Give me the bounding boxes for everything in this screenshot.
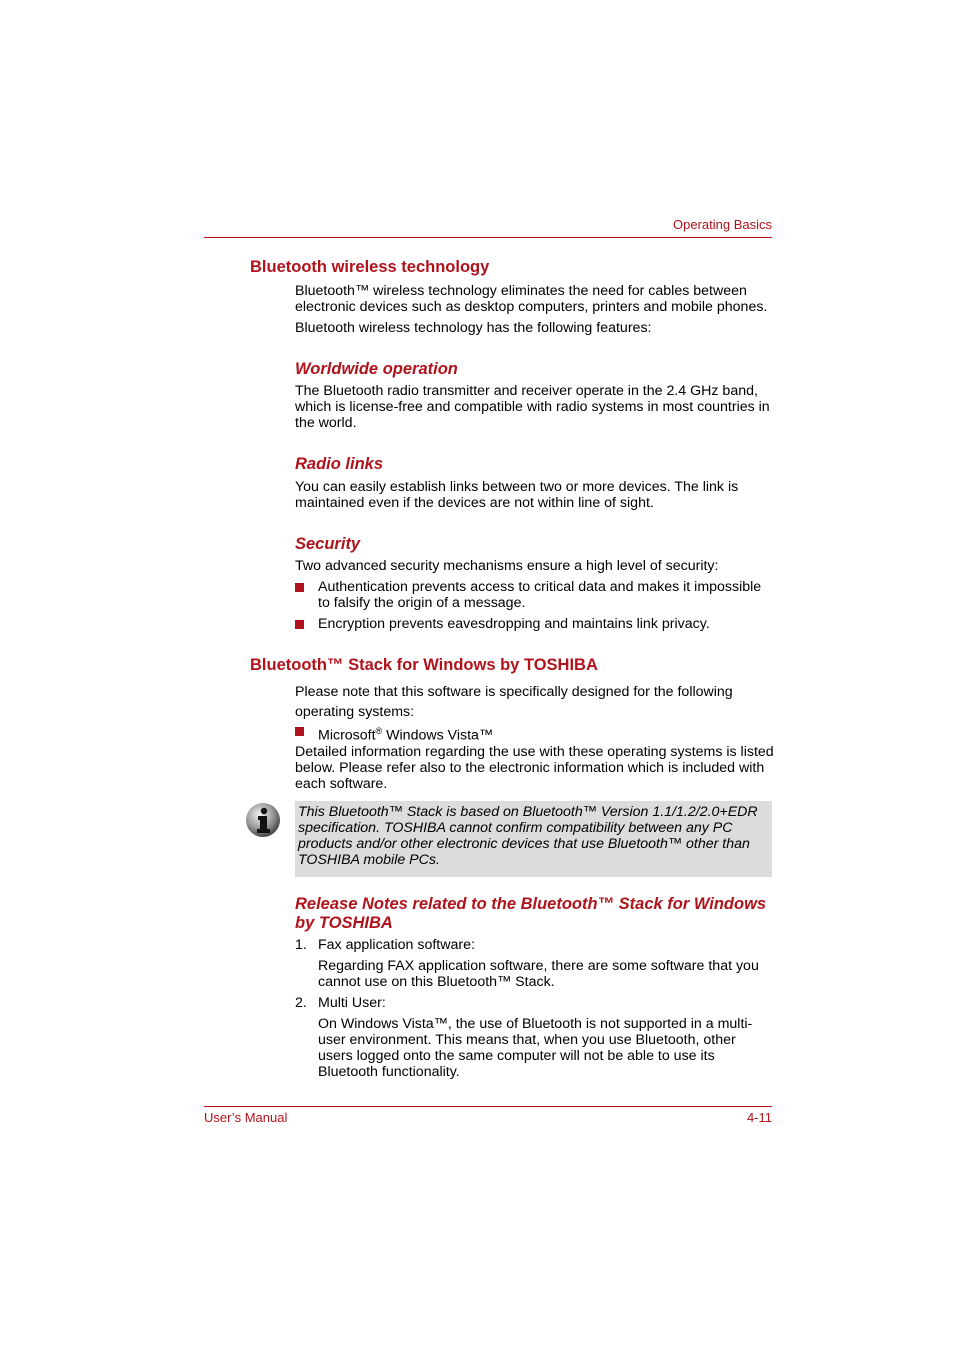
list-number: 2. xyxy=(295,995,307,1011)
paragraph-worldwide: The Bluetooth radio transmitter and receiver operate in the 2.4 GHz band, which is license-free and compatible with radio systems in most countries in the world. xyxy=(295,383,770,431)
heading-bluetooth-stack: Bluetooth™ Stack for Windows by TOSHIBA xyxy=(250,656,598,674)
heading-release-notes xyxy=(295,895,766,933)
heading-release-notes-line1: Release Notes related to the Bluetooth™ Stack for Windows xyxy=(295,895,767,913)
paragraph-bt-features: Bluetooth wireless technology has the following features: xyxy=(295,320,652,336)
heading-worldwide-operation: Worldwide operation xyxy=(295,360,458,378)
registered-mark: ® xyxy=(375,726,383,736)
note-text: This Bluetooth™ Stack is based on Bluetooth™ Version 1.1/1.2/2.0+EDR specification. TOSHIBA cannot confirm compatibility between any PC products and/or other electronic devices that use Bluetooth™ other than TOSHIBA mobile PCs. xyxy=(298,804,758,868)
paragraph-stack-detail: Detailed information regarding the use with these operating systems is listed below. Please refer also to the electronic information which is included with each software. xyxy=(295,744,774,792)
list-item-label: Fax application software: xyxy=(318,937,475,953)
heading-security: Security xyxy=(295,535,361,553)
list-item: Authentication prevents access to critical data and makes it impossible to falsify the origin of a message. xyxy=(318,579,762,611)
list-item-label: Multi User: xyxy=(318,995,386,1011)
footer-rule xyxy=(204,1106,772,1107)
os-name-suffix: Windows Vista™ xyxy=(382,727,494,744)
info-icon xyxy=(245,802,281,843)
running-header: Operating Basics xyxy=(673,217,772,232)
list-item: Encryption prevents eavesdropping and maintains link privacy. xyxy=(318,616,710,632)
list-item-text: Regarding FAX application software, there are some software that you cannot use on this Bluetooth™ Stack. xyxy=(318,958,759,990)
paragraph-bt-intro: Bluetooth™ wireless technology eliminates the need for cables between electronic devices such as desktop computers, printers and mobile phones. xyxy=(295,283,768,315)
os-name-prefix: Microsoft xyxy=(318,727,376,744)
page-number: 4-11 xyxy=(746,1110,772,1125)
square-bullet-icon xyxy=(295,620,304,629)
footer-manual-title: User’s Manual xyxy=(204,1110,288,1125)
header-rule xyxy=(204,237,772,238)
heading-bluetooth-tech: Bluetooth wireless technology xyxy=(250,258,490,276)
heading-radio-links: Radio links xyxy=(295,455,384,473)
paragraph-security: Two advanced security mechanisms ensure a high level of security: xyxy=(295,558,719,574)
paragraph-stack-os: Please note that this software is specifically designed for the following operating systems: xyxy=(295,684,733,720)
square-bullet-icon xyxy=(295,727,304,736)
paragraph-radio-links: You can easily establish links between two or more devices. The link is maintained even if the devices are not within line of sight. xyxy=(295,479,739,511)
list-item-text: On Windows Vista™, the use of Bluetooth is not supported in a multi-user environment. This means that, when you use Bluetooth, other users logged onto the same computer will not be able to use its Bluetooth functionality. xyxy=(318,1016,753,1080)
list-item-os xyxy=(318,723,798,744)
list-number: 1. xyxy=(295,937,307,953)
heading-release-notes-line2: by TOSHIBA xyxy=(295,914,393,932)
square-bullet-icon xyxy=(295,583,304,592)
